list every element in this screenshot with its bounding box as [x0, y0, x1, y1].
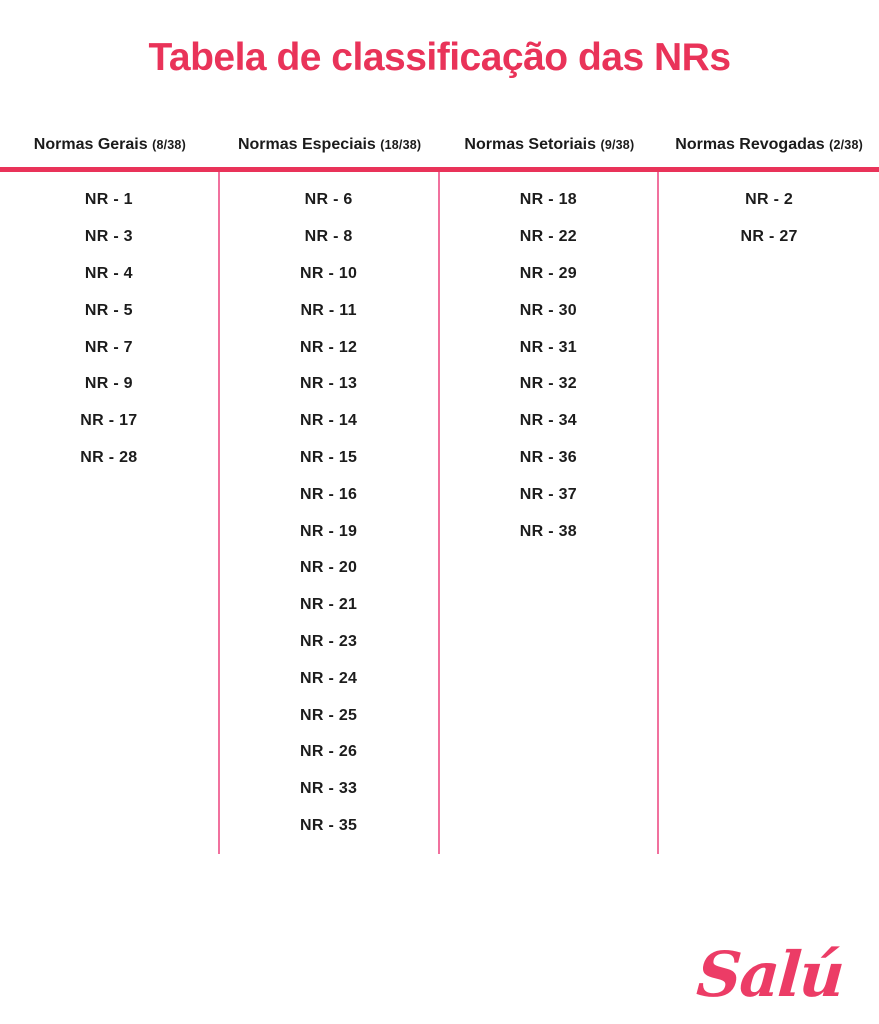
list-item: NR - 21 [300, 596, 358, 614]
list-item: NR - 2 [745, 191, 794, 209]
list-item: NR - 30 [519, 301, 577, 319]
list-item: NR - 15 [300, 448, 358, 466]
column-header-normas-setoriais [440, 136, 660, 167]
column-header-normas-revogadas [659, 136, 879, 167]
list-item: NR - 27 [740, 228, 798, 246]
column-header-normas-especiais [220, 136, 440, 167]
nr-classification-table [0, 136, 879, 854]
list-item: NR - 9 [84, 375, 133, 393]
list-item: NR - 22 [519, 228, 577, 246]
list-item: NR - 19 [300, 522, 358, 540]
list-item: NR - 31 [519, 338, 577, 356]
list-item: NR - 36 [519, 448, 577, 466]
column-normas-especiais [220, 172, 440, 854]
list-item: NR - 17 [80, 412, 138, 430]
list-item: NR - 35 [300, 816, 358, 834]
column-header-count: (2/38) [829, 138, 863, 152]
list-item: NR - 1 [84, 191, 133, 209]
list-item: NR - 12 [300, 338, 358, 356]
page-title: Tabela de classificação das NRs [148, 36, 731, 79]
list-item: NR - 5 [84, 301, 133, 319]
list-item: NR - 16 [300, 485, 358, 503]
column-header-normas-gerais [0, 136, 220, 167]
list-item: NR - 23 [300, 632, 358, 650]
list-item: NR - 29 [519, 264, 577, 282]
list-item: NR - 32 [519, 375, 577, 393]
salu-logo: Salú [694, 937, 846, 1011]
list-item: NR - 11 [300, 301, 357, 319]
list-item: NR - 38 [519, 522, 577, 540]
list-item: NR - 18 [519, 191, 577, 209]
column-header-label: Normas Gerais [33, 136, 148, 153]
column-list [220, 172, 438, 844]
list-item: NR - 28 [80, 448, 138, 466]
list-item: NR - 4 [84, 264, 133, 282]
list-item: NR - 10 [300, 264, 358, 282]
column-normas-setoriais [440, 172, 660, 854]
column-header-label: Normas Revogadas [675, 136, 825, 153]
list-item: NR - 33 [300, 780, 358, 798]
list-item: NR - 34 [519, 412, 577, 430]
list-item: NR - 14 [300, 412, 358, 430]
table-body [0, 172, 879, 854]
list-item: NR - 37 [519, 485, 577, 503]
column-list [440, 172, 658, 550]
list-item: NR - 24 [300, 669, 358, 687]
column-list [659, 172, 879, 256]
column-header-count: (18/38) [380, 138, 422, 152]
list-item: NR - 26 [300, 743, 358, 761]
list-item: NR - 20 [300, 559, 358, 577]
column-header-label: Normas Setoriais [464, 136, 597, 153]
list-item: NR - 25 [300, 706, 358, 724]
list-item: NR - 6 [304, 191, 353, 209]
column-header-label: Normas Especiais [237, 136, 376, 153]
list-item: NR - 7 [84, 338, 133, 356]
column-normas-gerais [0, 172, 220, 854]
table-header-row [0, 136, 879, 167]
column-header-count: (9/38) [600, 138, 635, 152]
list-item: NR - 3 [84, 228, 133, 246]
column-list [0, 172, 218, 476]
column-normas-revogadas [659, 172, 879, 854]
list-item: NR - 8 [304, 228, 353, 246]
column-header-count: (8/38) [152, 138, 186, 152]
list-item: NR - 13 [300, 375, 358, 393]
